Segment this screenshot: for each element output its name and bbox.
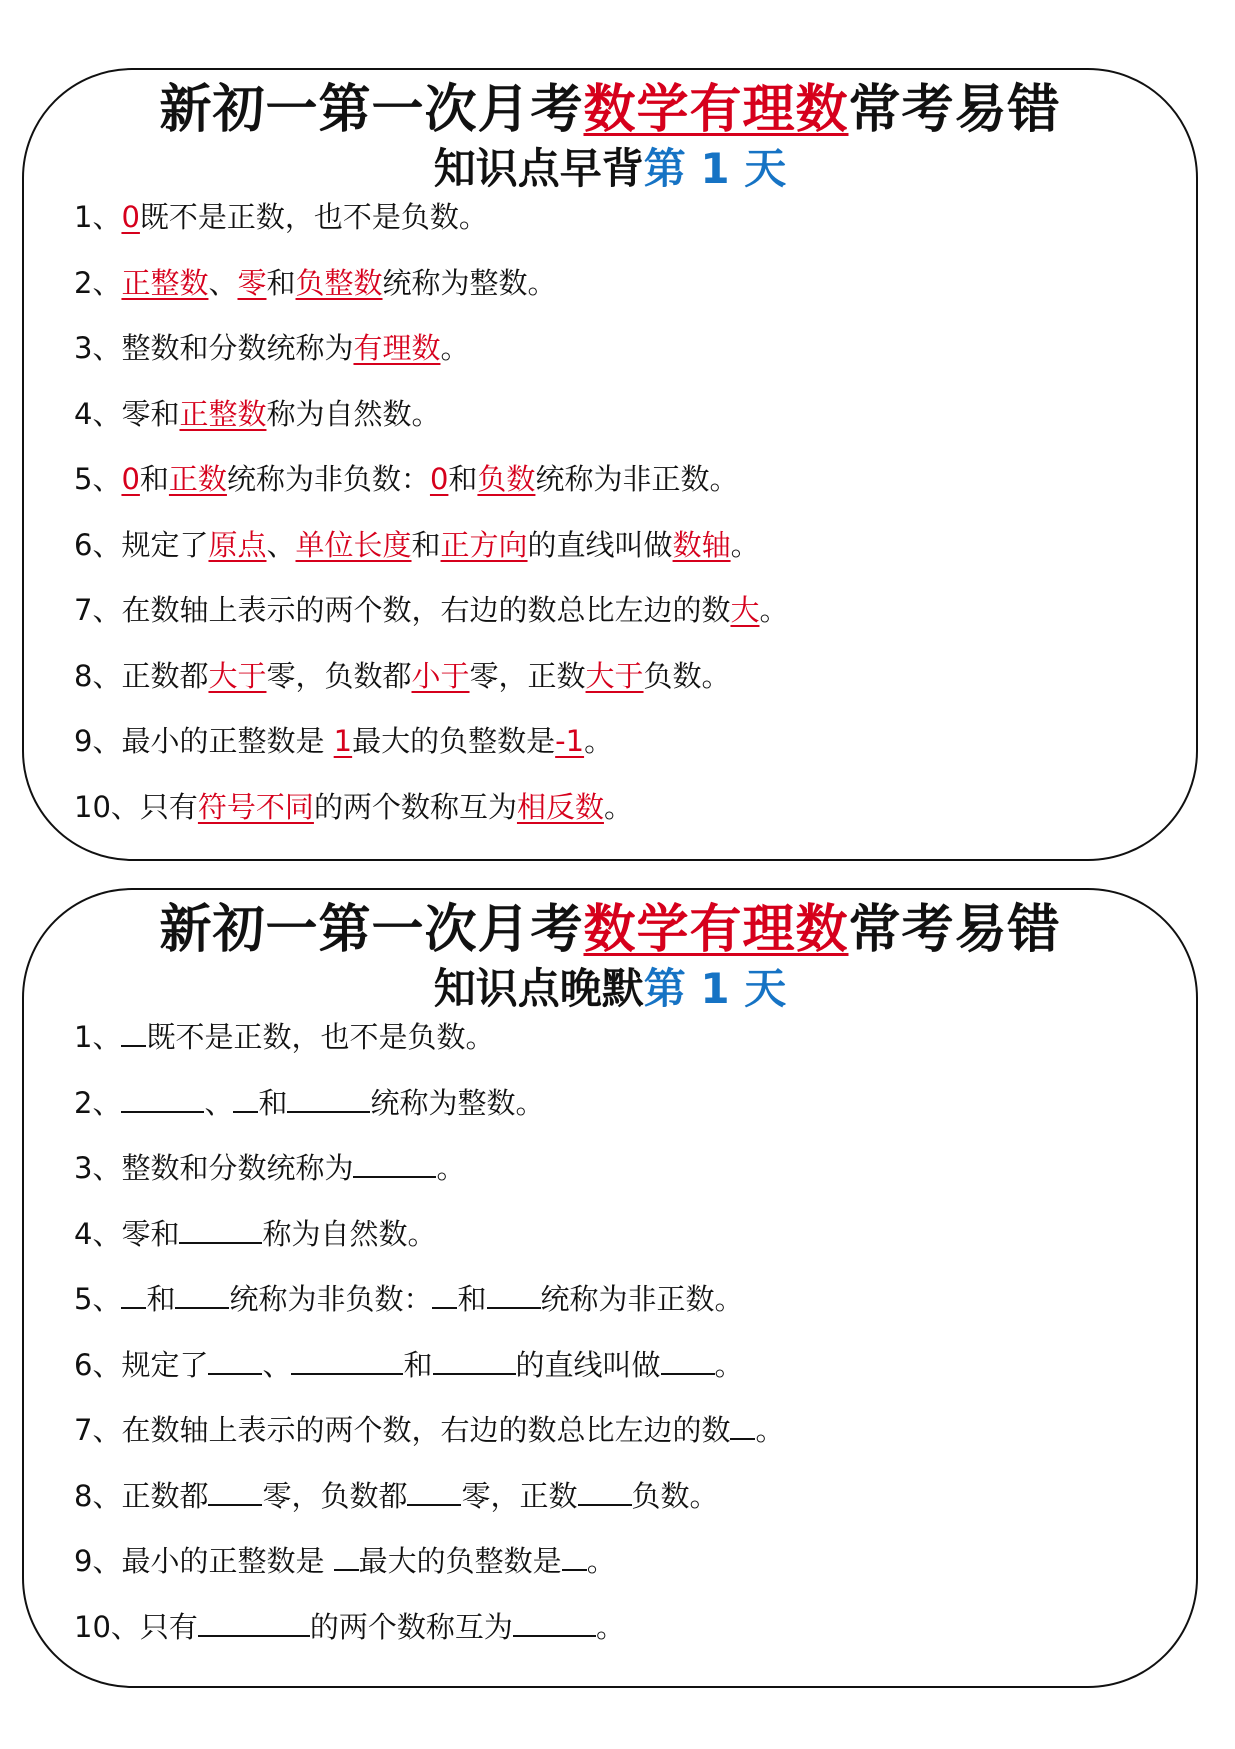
card-subtitle <box>24 144 1196 193</box>
answer-blank[interactable] <box>334 1543 359 1571</box>
item-text: 统称为非负数： <box>229 1282 433 1316</box>
item-number: 7、 <box>74 1413 122 1447</box>
answer-text: 原点 <box>208 527 267 562</box>
answer-blank[interactable] <box>198 1609 310 1637</box>
quiz-item <box>74 1071 1156 1137</box>
item-text: 零，正数 <box>461 1478 578 1513</box>
item-number: 9、 <box>74 724 122 758</box>
answer-text: 0 <box>429 462 449 496</box>
fact-item <box>74 513 1156 579</box>
quiz-item <box>74 1267 1156 1333</box>
item-text: 在数轴上表示的两个数，右边的数总比左边的数 <box>121 1413 731 1447</box>
quiz-item <box>74 1398 1156 1464</box>
item-text: 统称为非正数。 <box>540 1282 744 1316</box>
item-text: 最大的负整数是 <box>352 724 556 758</box>
answer-text: 有理数 <box>353 331 441 365</box>
answer-blank[interactable] <box>513 1609 596 1637</box>
answer-text: 符号不同 <box>197 789 314 824</box>
item-number: 3、 <box>74 1151 122 1185</box>
item-number: 2、 <box>74 265 122 300</box>
item-number: 2、 <box>74 1085 122 1120</box>
item-text: 的两个数称互为 <box>313 789 517 824</box>
item-number: 10、 <box>74 1609 140 1644</box>
item-text: 在数轴上表示的两个数，右边的数总比左边的数 <box>121 593 731 627</box>
item-number: 5、 <box>74 1282 122 1316</box>
answer-blank[interactable] <box>121 1085 204 1113</box>
answer-blank[interactable] <box>208 1347 262 1375</box>
item-number: 8、 <box>74 658 122 693</box>
answer-blank[interactable] <box>432 1281 457 1309</box>
answer-text: 零 <box>237 265 267 300</box>
fact-item <box>74 447 1156 513</box>
item-text: 和 <box>457 1282 487 1316</box>
item-text: 整数和分数统称为 <box>121 331 354 365</box>
item-text: 正数都 <box>121 658 209 693</box>
item-text: 正数都 <box>121 1478 209 1513</box>
item-text: 、 <box>266 527 296 562</box>
answer-text: 正整数 <box>179 396 267 431</box>
answer-blank[interactable] <box>730 1412 755 1440</box>
answer-text: 0 <box>121 462 140 496</box>
answer-blank[interactable] <box>578 1478 632 1506</box>
quiz-item <box>74 1529 1156 1595</box>
answer-blank[interactable] <box>233 1085 258 1113</box>
title-suffix: 常考易错 <box>848 900 1061 960</box>
answer-text: 大 <box>730 593 760 627</box>
item-text: 。 <box>436 1151 466 1185</box>
answer-blank[interactable] <box>175 1281 229 1309</box>
item-text: 。 <box>730 527 760 562</box>
item-text: 零，负数都 <box>266 658 412 693</box>
quiz-item <box>74 1136 1156 1202</box>
item-text: 和 <box>266 265 296 300</box>
item-text: 和 <box>448 462 478 496</box>
item-text: 只有 <box>139 1609 198 1644</box>
answer-blank[interactable] <box>433 1347 516 1375</box>
item-text: 最小的正整数是 <box>121 1544 334 1578</box>
title-suffix: 常考易错 <box>848 80 1061 140</box>
answer-blank[interactable] <box>121 1019 146 1047</box>
answer-text: 大于 <box>208 658 267 693</box>
answer-text: 负数 <box>477 462 536 496</box>
item-text: 、 <box>204 1085 234 1120</box>
title-highlight: 数学有理数 <box>583 900 849 960</box>
item-text: 、 <box>262 1347 292 1382</box>
item-text: 和 <box>146 1282 176 1316</box>
answer-text: 单位长度 <box>295 527 412 562</box>
item-number: 5、 <box>74 462 122 496</box>
item-text: 统称为非正数。 <box>535 462 739 496</box>
quiz-item <box>74 1333 1156 1399</box>
answer-blank[interactable] <box>562 1543 587 1571</box>
quiz-item <box>74 1595 1156 1661</box>
item-number: 7、 <box>74 593 122 627</box>
evening-card <box>22 888 1198 1688</box>
title-prefix: 新初一第一次月考 <box>159 80 584 140</box>
answer-text: 1 <box>333 724 353 758</box>
item-text: 统称为整数。 <box>382 265 557 300</box>
item-text: 统称为整数。 <box>370 1085 545 1120</box>
answer-text: 数轴 <box>672 527 731 562</box>
item-text: 。 <box>584 724 614 758</box>
item-text: 规定了 <box>121 527 209 562</box>
fact-item <box>74 382 1156 448</box>
answer-blank[interactable] <box>407 1478 461 1506</box>
item-text: 、 <box>208 265 238 300</box>
fact-item <box>74 185 1156 251</box>
item-number: 6、 <box>74 1347 122 1382</box>
item-text: 。 <box>759 593 789 627</box>
item-text: 整数和分数统称为 <box>121 1151 354 1185</box>
item-text: 只有 <box>139 789 198 824</box>
answer-text: 大于 <box>585 658 644 693</box>
quiz-item <box>74 1464 1156 1530</box>
item-text: 负数。 <box>631 1478 719 1513</box>
answer-blank[interactable] <box>487 1281 541 1309</box>
item-text: 最大的负整数是 <box>358 1544 562 1578</box>
item-number: 4、 <box>74 1216 122 1251</box>
title-highlight: 数学有理数 <box>583 80 849 140</box>
fact-item <box>74 709 1156 775</box>
item-number: 8、 <box>74 1478 122 1513</box>
item-number: 6、 <box>74 527 122 562</box>
fact-item <box>74 578 1156 644</box>
item-text: 负数。 <box>643 658 731 693</box>
fact-item <box>74 775 1156 841</box>
answer-blank[interactable] <box>121 1281 146 1309</box>
item-number: 9、 <box>74 1544 122 1578</box>
answer-text: 小于 <box>411 658 470 693</box>
item-text: 称为自然数。 <box>262 1216 437 1251</box>
item-text: 既不是正数，也不是负数。 <box>139 200 488 234</box>
item-text: 零，正数 <box>469 658 586 693</box>
item-text: 统称为非负数： <box>226 462 430 496</box>
item-text: 规定了 <box>121 1347 209 1382</box>
answer-blank[interactable] <box>287 1085 370 1113</box>
fact-item <box>74 316 1156 382</box>
item-text: 的直线叫做 <box>515 1347 661 1382</box>
item-text: 。 <box>586 1544 616 1578</box>
item-number: 4、 <box>74 396 122 431</box>
quiz-item <box>74 1005 1156 1071</box>
item-text: 。 <box>440 331 470 365</box>
item-text: 既不是正数，也不是负数。 <box>146 1020 495 1054</box>
card-subtitle <box>24 964 1196 1013</box>
answer-text: 正方向 <box>440 527 528 562</box>
item-number: 10、 <box>74 789 140 824</box>
answer-blank[interactable] <box>353 1150 436 1178</box>
item-text: 。 <box>714 1347 744 1382</box>
title-prefix: 新初一第一次月考 <box>159 900 584 960</box>
fact-list <box>74 185 1156 840</box>
item-text: 。 <box>603 789 633 824</box>
answer-text: 正整数 <box>121 265 209 300</box>
card-title <box>24 80 1196 140</box>
answer-text: 正数 <box>168 462 227 496</box>
answer-text: 相反数 <box>516 789 604 824</box>
card-title <box>24 900 1196 960</box>
item-text: 。 <box>595 1609 625 1644</box>
subtitle-prefix: 知识点早背 <box>433 144 644 193</box>
subtitle-prefix: 知识点晚默 <box>433 964 644 1013</box>
quiz-item <box>74 1202 1156 1268</box>
morning-card <box>22 68 1198 861</box>
item-text: 和 <box>139 462 169 496</box>
item-text: 。 <box>755 1413 785 1447</box>
answer-blank[interactable] <box>291 1347 403 1375</box>
item-text: 的两个数称互为 <box>309 1609 513 1644</box>
item-text: 称为自然数。 <box>266 396 441 431</box>
answer-blank[interactable] <box>179 1216 262 1244</box>
item-number: 3、 <box>74 331 122 365</box>
answer-blank[interactable] <box>661 1347 715 1375</box>
item-text: 的直线叫做 <box>527 527 673 562</box>
quiz-list <box>74 1005 1156 1660</box>
item-text: 和 <box>258 1085 288 1120</box>
item-text: 最小的正整数是 <box>121 724 334 758</box>
answer-blank[interactable] <box>208 1478 262 1506</box>
fact-item <box>74 644 1156 710</box>
fact-item <box>74 251 1156 317</box>
item-text: 零和 <box>121 1216 180 1251</box>
item-text: 和 <box>411 527 441 562</box>
subtitle-day: 第 1 天 <box>643 144 787 193</box>
subtitle-day: 第 1 天 <box>643 964 787 1013</box>
answer-text: -1 <box>555 724 585 758</box>
answer-text: 负整数 <box>295 265 383 300</box>
answer-text: 0 <box>121 200 140 234</box>
item-number: 1、 <box>74 1020 122 1054</box>
item-number: 1、 <box>74 200 122 234</box>
item-text: 零，负数都 <box>262 1478 408 1513</box>
item-text: 和 <box>403 1347 433 1382</box>
item-text: 零和 <box>121 396 180 431</box>
